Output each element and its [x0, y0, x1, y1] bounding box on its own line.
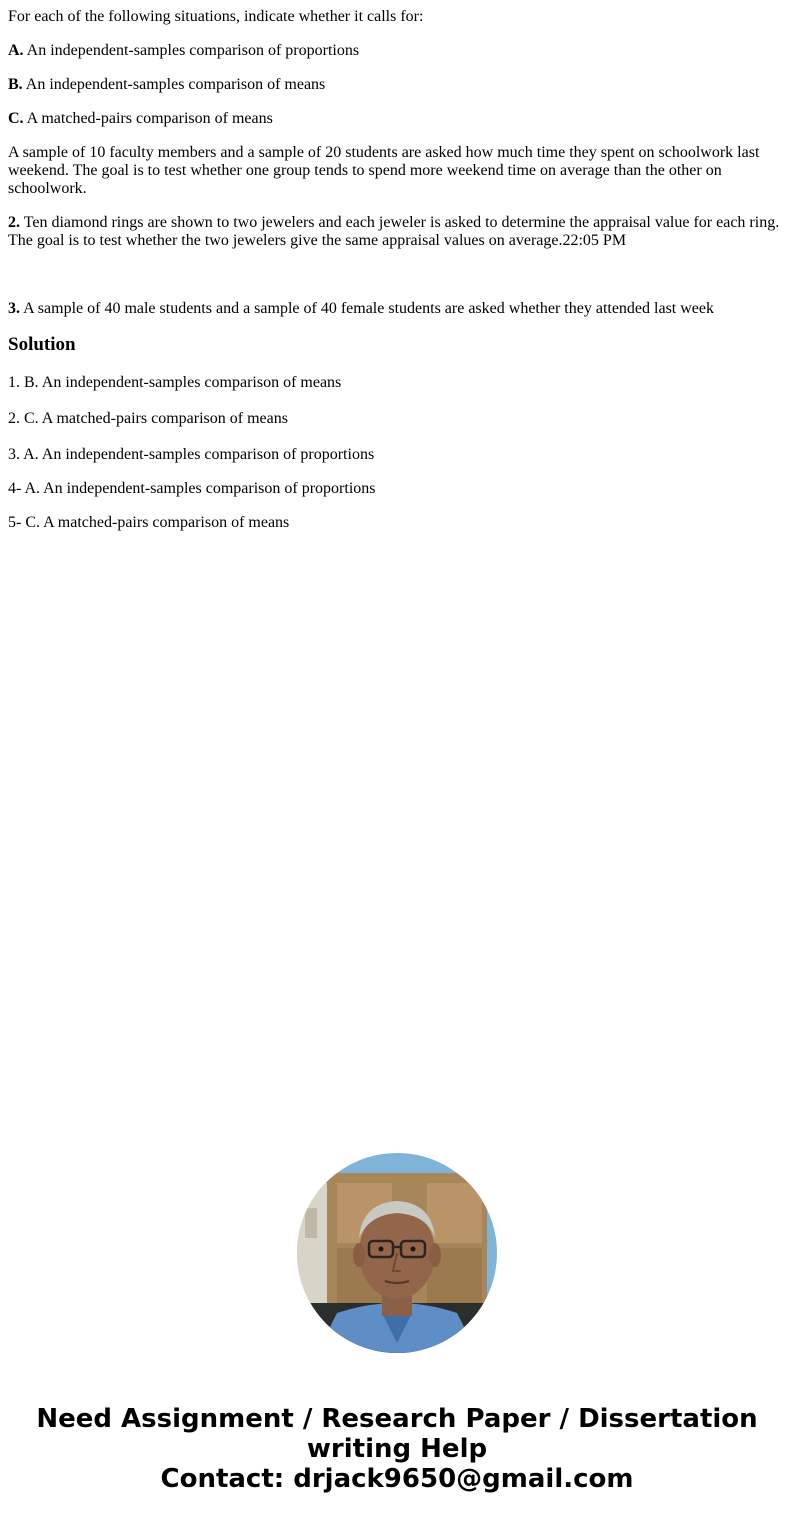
option-a: [8, 42, 786, 60]
answer-item: 4- A. An independent-samples comparison of proportions: [8, 480, 376, 497]
situation-2: [8, 214, 786, 250]
option-b: [8, 76, 786, 94]
option-text: An independent-samples comparison of proportions: [23, 42, 360, 59]
tutor-avatar: [297, 1153, 497, 1353]
tutor-photo: [297, 1153, 497, 1353]
situation-1: A sample of 10 faculty members and a sample of 20 students are asked how much time they spent on schoolwork last weekend. The goal is to test whether one group tends to spend more weekend time on average than the other on schoolwork.: [8, 144, 760, 197]
answer-item: 2. C. A matched-pairs comparison of means: [8, 410, 288, 427]
situation-3: [8, 300, 786, 318]
situation-text: A sample of 40 male students and a sample of 40 female students are asked whether they attended last week: [20, 300, 715, 317]
solution-list: [8, 374, 786, 532]
banner-line-2: writing Help: [306, 1434, 488, 1464]
option-text: A matched-pairs comparison of means: [23, 110, 273, 127]
option-text: An independent-samples comparison of means: [22, 76, 326, 93]
situation-number: 3.: [8, 300, 20, 317]
solution-heading: Solution: [8, 334, 76, 355]
blank-spacer: [8, 266, 786, 300]
option-letter: B.: [8, 76, 23, 93]
option-letter: A.: [8, 42, 24, 59]
option-c: [8, 110, 786, 128]
banner-line-1: Need Assignment / Research Paper / Dissertation: [36, 1404, 758, 1434]
answer-item: 3. A. An independent-samples comparison of proportions: [8, 446, 375, 463]
answer-item: 5- C. A matched-pairs comparison of means: [8, 514, 290, 531]
situation-text: Ten diamond rings are shown to two jewelers and each jeweler is asked to determine the appraisal value for each ring. The goal is to test whether the two jewelers give the same appraisal values on average.22:05 PM: [8, 214, 780, 249]
option-letter: C.: [8, 110, 24, 127]
situation-number: 2.: [8, 214, 20, 231]
contact-banner: [0, 1404, 794, 1494]
answer-item: 1. B. An independent-samples comparison of means: [8, 374, 342, 391]
question-intro: For each of the following situations, indicate whether it calls for:: [8, 8, 424, 25]
contact-email: Contact: drjack9650@gmail.com: [160, 1464, 634, 1494]
document-body: [8, 8, 786, 550]
